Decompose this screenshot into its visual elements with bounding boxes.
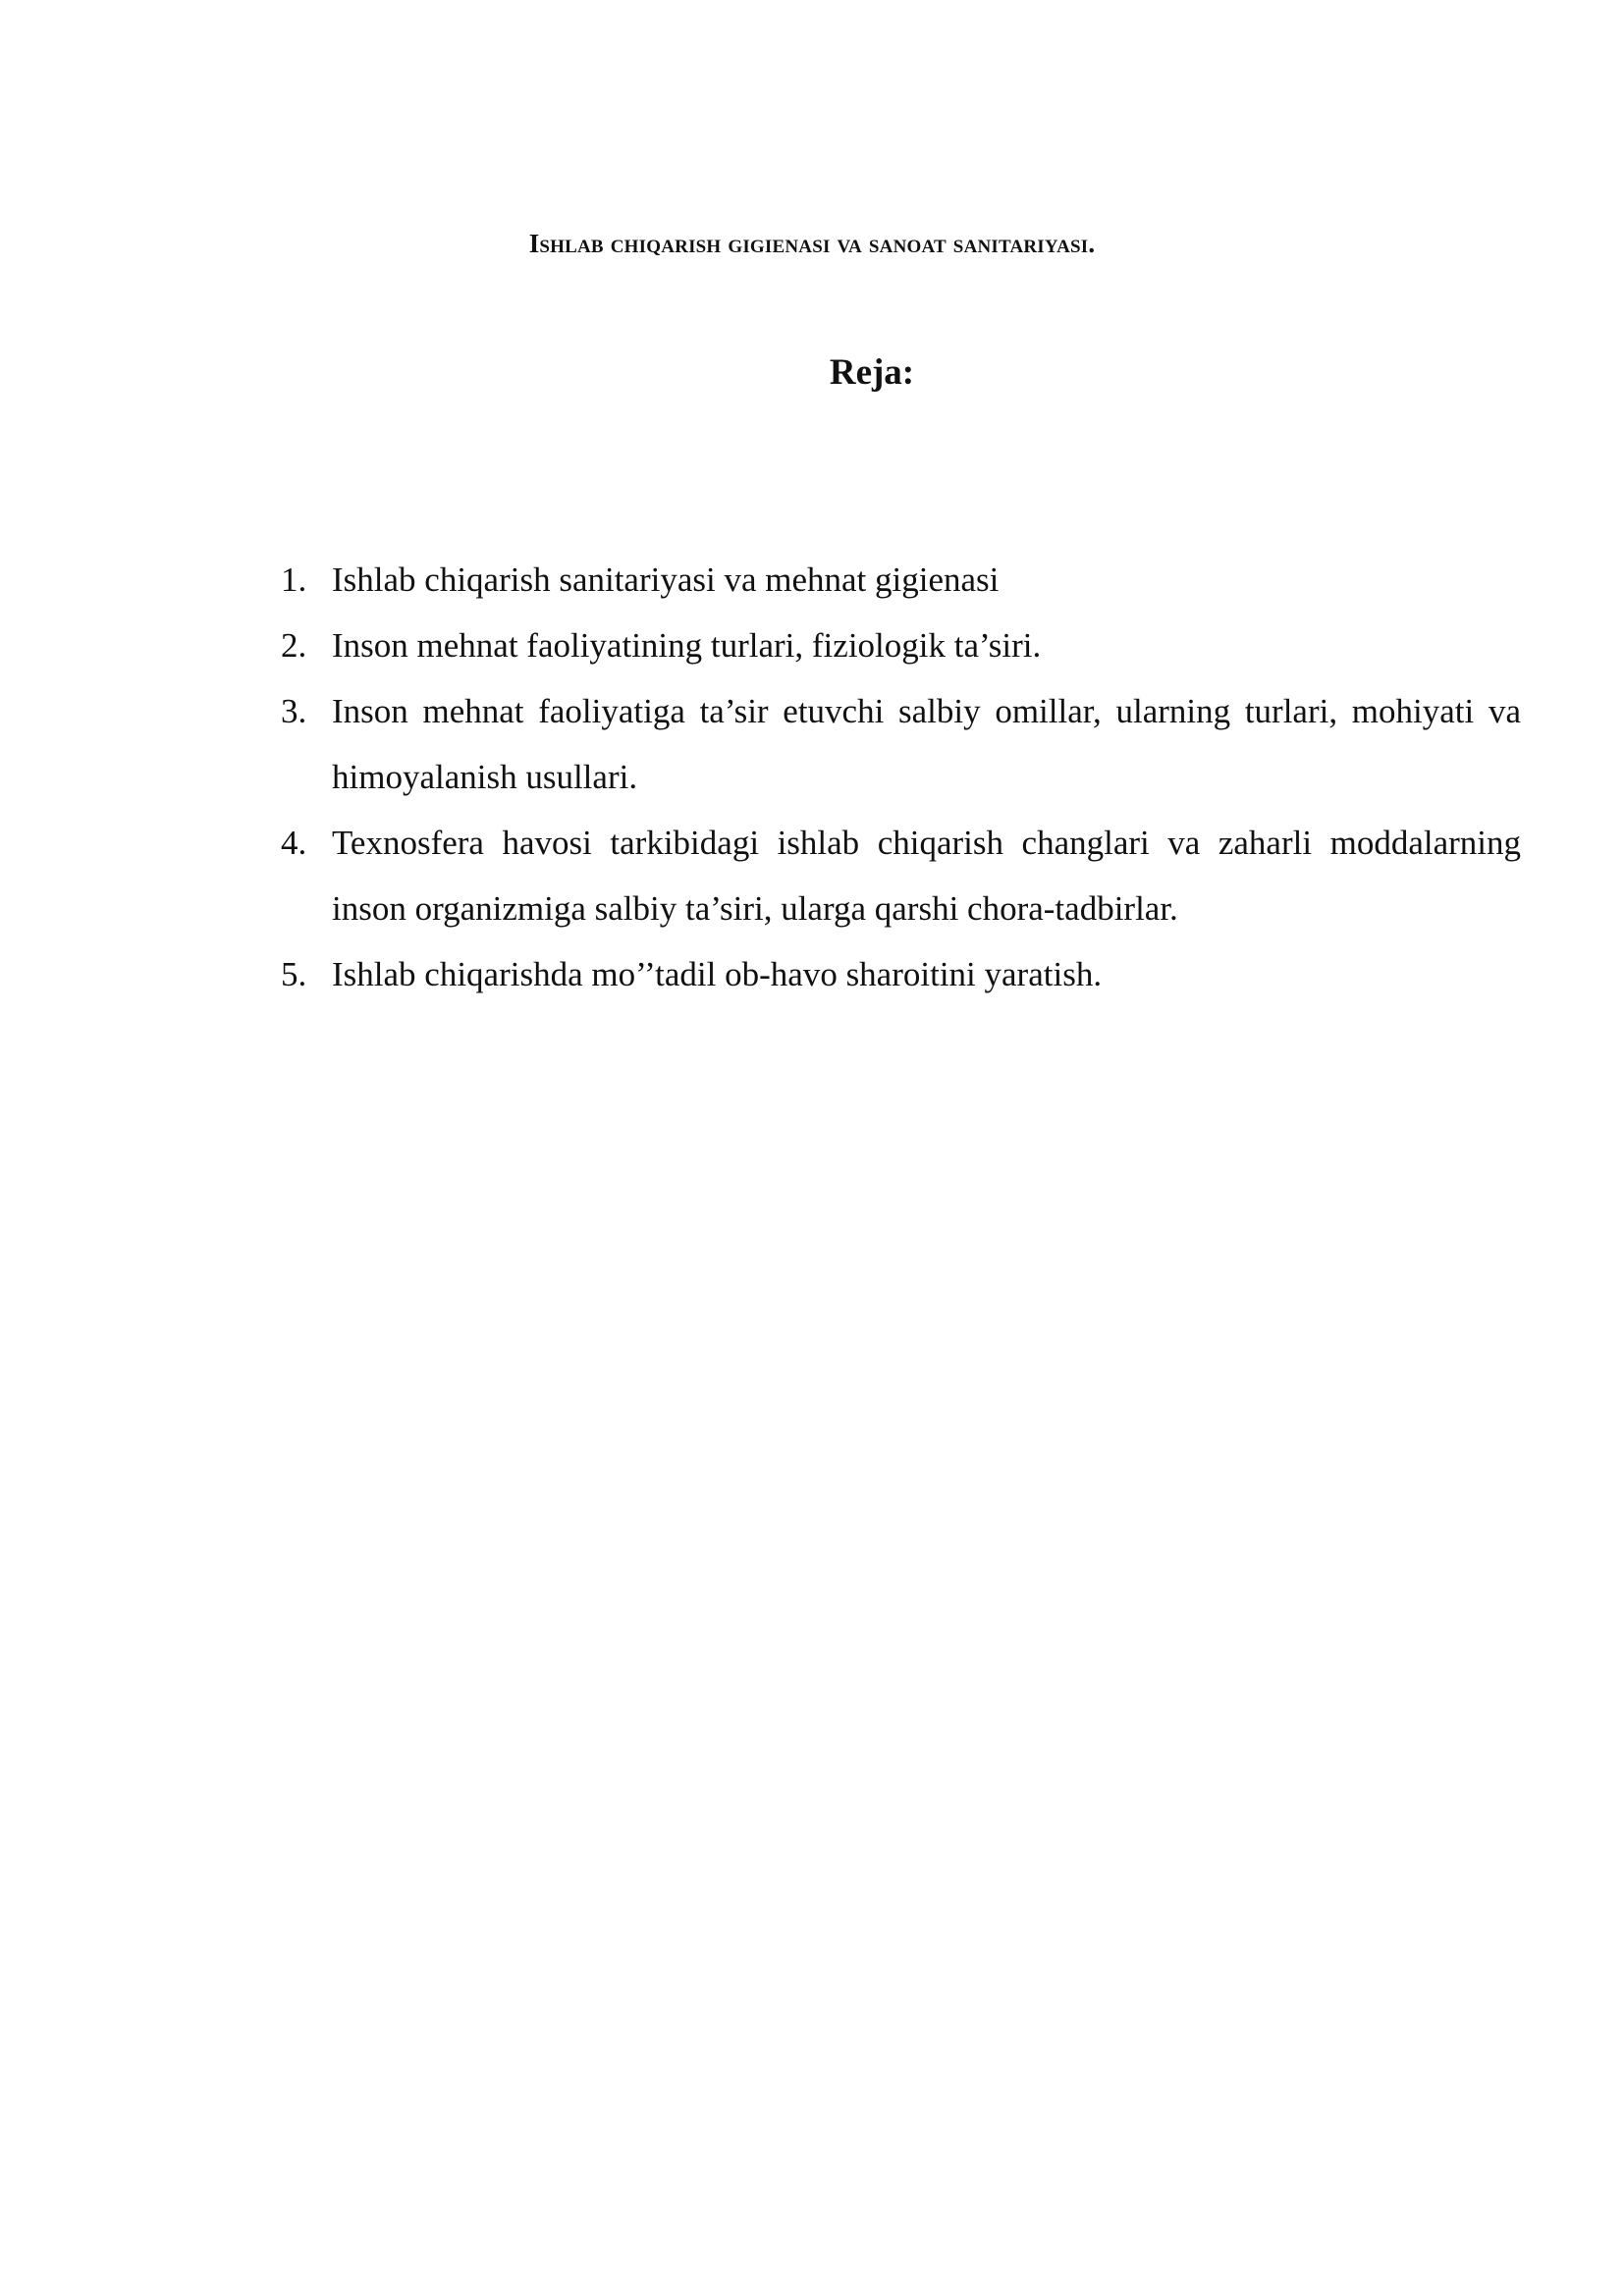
- plan-item-number: 3.: [281, 692, 307, 730]
- plan-item-text: Ishlab chiqarishda mo’’tadil ob-havo sharoitini yaratish.: [332, 955, 1103, 993]
- document-title: Ishlab chiqarish gigienasi va sanoat sanitariyasi.: [528, 229, 1096, 258]
- plan-item-number: 4.: [281, 824, 307, 862]
- plan-item-text: Inson mehnat faoliyatiga ta’sir etuvchi salbiy omillar, ularning turlari, mohiyati va himoyalanish usullari.: [332, 692, 1521, 796]
- plan-item: [281, 613, 1521, 678]
- plan-item: [281, 941, 1521, 1007]
- plan-item-text: Texnosfera havosi tarkibidagi ishlab chiqarish changlari va zaharli moddalarning inson organizmiga salbiy ta’siri, ularga qarshi chora-tadbirlar.: [332, 824, 1521, 928]
- plan-list: [281, 547, 1521, 1007]
- plan-item: [281, 810, 1521, 941]
- plan-item: [281, 678, 1521, 810]
- plan-item-number: 1.: [281, 561, 307, 599]
- plan-item: [281, 547, 1521, 613]
- plan-item-number: 2.: [281, 626, 307, 665]
- plan-heading: Reja:: [829, 352, 915, 393]
- plan-item-text: Inson mehnat faoliyatining turlari, fiziologik ta’siri.: [332, 626, 1042, 665]
- plan-item-text: Ishlab chiqarish sanitariyasi va mehnat gigienasi: [332, 561, 1000, 599]
- plan-item-number: 5.: [281, 955, 307, 993]
